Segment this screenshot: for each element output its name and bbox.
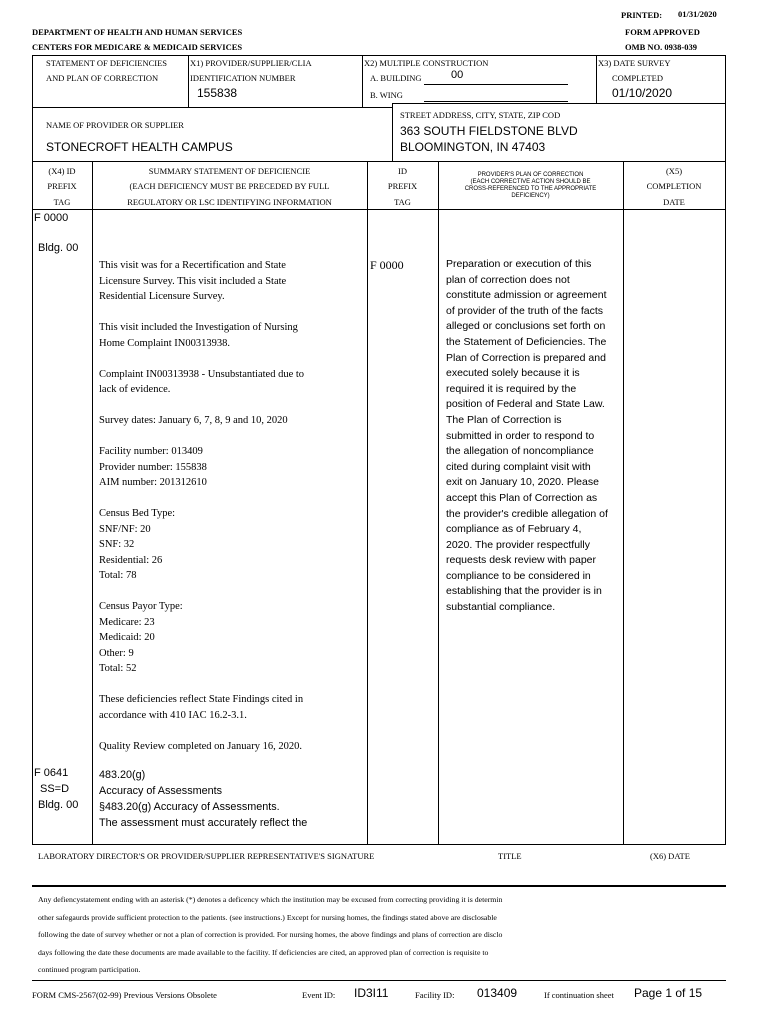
statement-label-line1: STATEMENT OF DEFICIENCIES (46, 58, 168, 68)
wing-label: B. WING (370, 90, 403, 100)
signature-label: LABORATORY DIRECTOR'S OR PROVIDER/SUPPLIER REPRESENTATIVE'S SIGNATURE (38, 851, 375, 861)
building-label: A. BUILDING (370, 73, 422, 83)
event-id-value: ID3I11 (354, 986, 389, 1000)
address-line1: 363 SOUTH FIELDSTONE BLVD (400, 124, 578, 138)
address-line2: BLOOMINGTON, IN 47403 (400, 140, 546, 154)
disclaimer-text: Any defiencystatement ending with an asterisk (*) denotes a deficency which the institution may be excused from correcting providing it is determin other safegaurds provide sufficient protection to the patients. (see instructions.) Except for nursing homes, the findings stated above are disclosable following the date of survey whether or not a plan of correction is provided. For nursing homes, the above findings and plans of correction are disclo days following the date these documents are made available to the facility. If deficiencies are cited, an approved plan of correction is requisite to continued program participation. (38, 895, 503, 974)
summary-paragraph: Census Bed Type: SNF/NF: 20 SNF: 32 Residential: 26 Total: 78 (99, 508, 176, 581)
summary-header-line3: REGULATORY OR LSC IDENTIFYING INFORMATION (127, 197, 332, 207)
summary-statement (99, 258, 361, 770)
poc-header-line1: PROVIDER'S PLAN OF CORRECTION (477, 172, 584, 178)
poc-header-line3: CROSS-REFERENCED TO THE APPROPRIATE (464, 186, 597, 192)
title-label: TITLE (498, 851, 522, 861)
x4-header-line1: (X4) ID (48, 166, 76, 176)
printed-label: PRINTED: (621, 10, 663, 20)
building-tag-2: Bldg. 00 (38, 799, 79, 811)
summary-paragraph: Survey dates: January 6, 7, 8, 9 and 10, 2020 (99, 415, 288, 426)
survey-completed-date: 01/10/2020 (612, 86, 673, 100)
x3-label-line1: X3) DATE SURVEY (598, 58, 671, 68)
printed-date: 01/31/2020 (678, 9, 717, 19)
summary-paragraph: Facility number: 013409 Provider number: 155838 AIM number: 201312610 (99, 446, 207, 488)
facility-id-value: 013409 (477, 986, 518, 1000)
x5-header-line2: COMPLETION (646, 181, 702, 191)
poc-header-line4: DEFICIENCY) (511, 193, 550, 199)
facility-id-label: Facility ID: (415, 990, 455, 1000)
prefix-tag-f0000: F 0000 (34, 212, 69, 224)
x6-date-label: (X6) DATE (650, 851, 690, 861)
f641-deficiency-text: 483.20(g) Accuracy of Assessments §483.20(g) Accuracy of Assessments. The assessment must accurately reflect the (99, 769, 308, 829)
x1-label-line2: IDENTIFICATION NUMBER (190, 73, 296, 83)
form-approved-label: FORM APPROVED (625, 27, 700, 37)
continuation-label: If continuation sheet (544, 990, 614, 1000)
summary-paragraph: These deficiencies reflect State Findings cited in accordance with 410 IAC 16.2-3.1. (99, 694, 304, 721)
x1-label-line1: X1) PROVIDER/SUPPLIER/CLIA (190, 58, 312, 68)
event-id-label: Event ID: (302, 990, 336, 1000)
poc-header (438, 172, 623, 200)
x4-header-line3: TAG (53, 197, 71, 207)
summary-paragraph: This visit was for a Recertification and State Licensure Survey. This visit included a State Residential Licensure Survey. (99, 260, 287, 302)
scope-severity-tag: SS=D (40, 783, 70, 795)
summary-paragraph: Quality Review completed on January 16, 2020. (99, 740, 302, 752)
provider-id-value: 155838 (197, 86, 238, 100)
x5-header-line3: DATE (663, 197, 685, 207)
summary-header-line2: (EACH DEFICIENCY MUST BE PRECEDED BY FULL (129, 181, 330, 191)
x2-label: X2) MULTIPLE CONSTRUCTION (364, 58, 489, 68)
centers-title: CENTERS FOR MEDICARE & MEDICAID SERVICES (32, 42, 243, 52)
summary-header-line1: SUMMARY STATEMENT OF DEFICIENCIE (148, 166, 311, 176)
provider-name: STONECROFT HEALTH CAMPUS (46, 140, 233, 154)
page-number: Page 1 of 15 (634, 986, 703, 1000)
x4-header-line2: PREFIX (47, 181, 77, 191)
summary-paragraph: This visit included the Investigation of Nursing Home Complaint IN00313938. (99, 322, 298, 349)
plan-of-correction-text: Preparation or execution of this plan of correction does not constitute admission or agreement of provider of the truth of the facts alleged or conclusions set forth on the Statement of Deficiencies. The Plan of Correction is prepared and executed solely because it is required it is required by the position of Federal and State Law. The Plan of Correction is submitted in order to respond to the allegation of noncompliance cited during complaint visit with exit on January 10, 2020. Please accept this Plan of Correction as the provider's credible allegation of compliance as of February 4, 2020. The provider respectfully requests desk review with paper compliance to be considered in establishing that the provider is in substantial compliance. (446, 258, 608, 614)
provider-name-label: NAME OF PROVIDER OR SUPPLIER (46, 120, 184, 130)
poc-header-line2: (EACH CORRECTIVE ACTION SHOULD BE (470, 179, 591, 185)
building-tag-1: Bldg. 00 (38, 242, 79, 254)
form-identifier: FORM CMS-2567(02-99) Previous Versions Obsolete (32, 990, 217, 1000)
id-header-line3: TAG (394, 197, 411, 207)
x3-label-line2: COMPLETED (612, 73, 663, 83)
prefix-tag-f0641: F 0641 (34, 767, 69, 779)
omb-number: OMB NO. 0938-039 (625, 42, 698, 52)
statement-label-line2: AND PLAN OF CORRECTION (46, 73, 159, 83)
id-header-line2: PREFIX (387, 181, 418, 191)
address-label: STREET ADDRESS, CITY, STATE, ZIP COD (400, 110, 561, 120)
summary-paragraph: Complaint IN00313938 - Unsubstantiated due to lack of evidence. (99, 368, 305, 395)
department-title: DEPARTMENT OF HEALTH AND HUMAN SERVICES (32, 27, 243, 37)
summary-paragraph: Census Payor Type: Medicare: 23 Medicaid: 20 Other: 9 Total: 52 (99, 601, 183, 674)
id-header-line1: ID (398, 166, 407, 176)
id-prefix-tag-f0000: F 0000 (370, 258, 404, 272)
building-value: 00 (451, 69, 464, 81)
x5-header-line1: (X5) (665, 166, 683, 176)
